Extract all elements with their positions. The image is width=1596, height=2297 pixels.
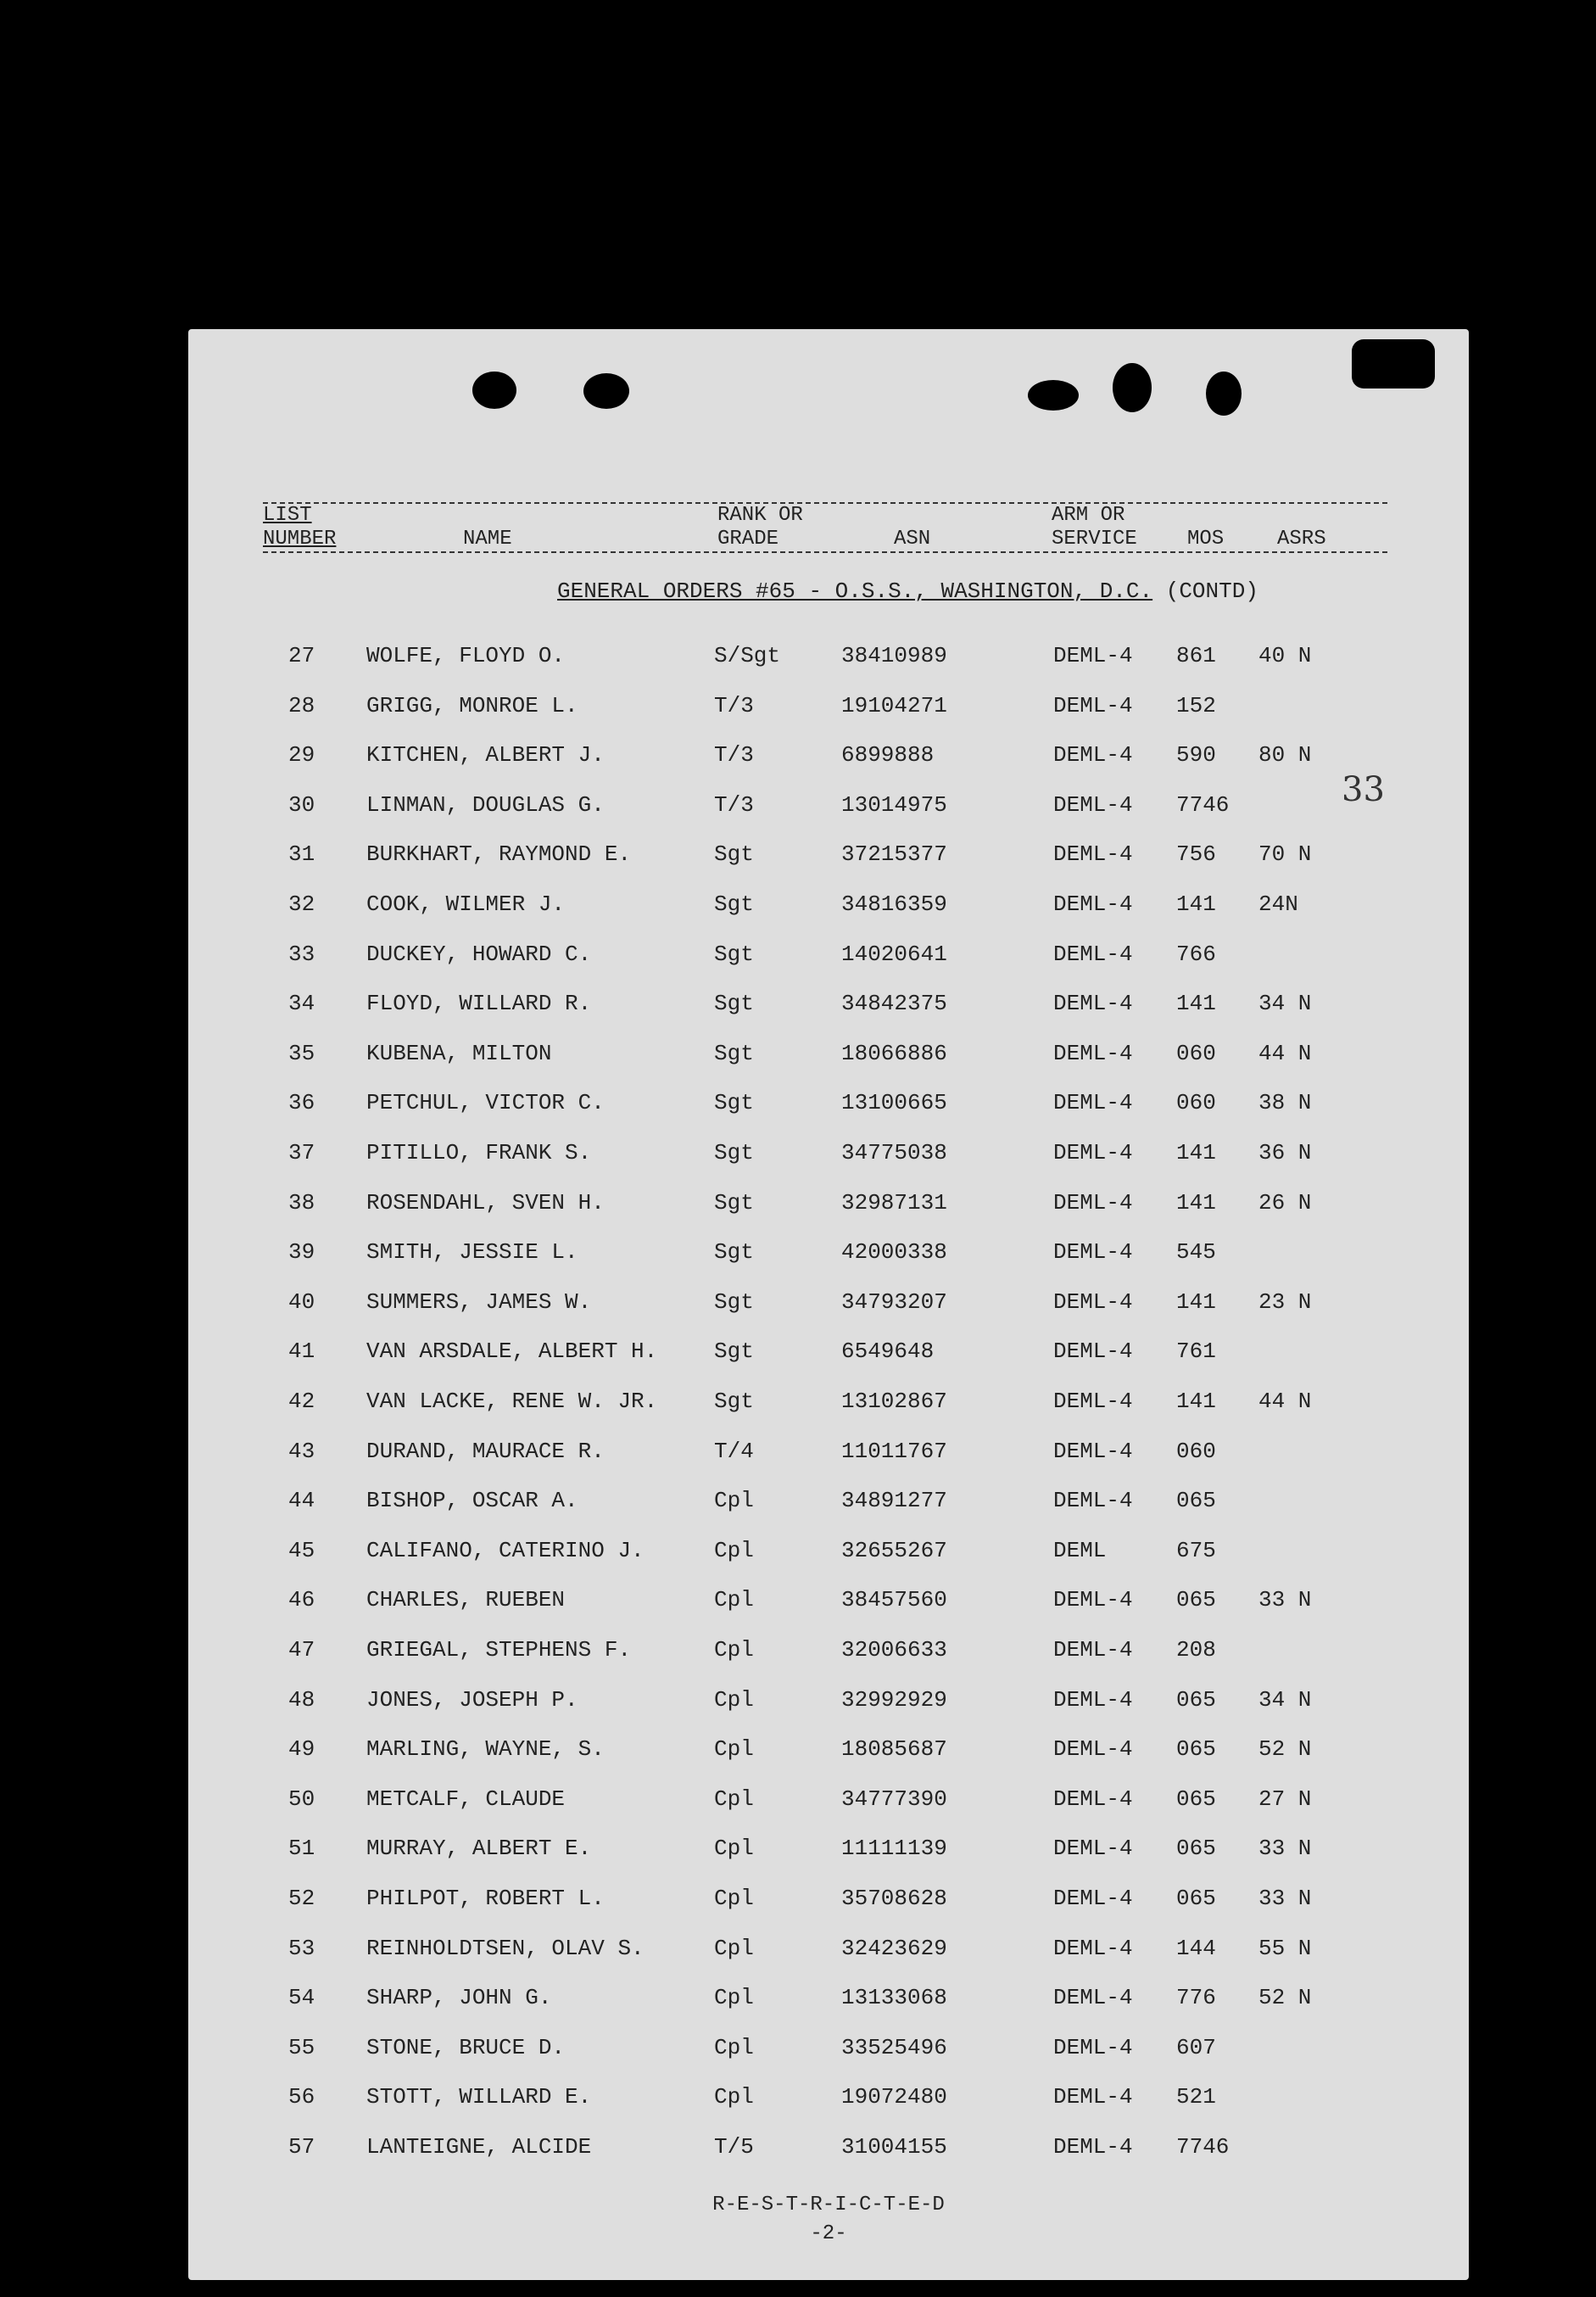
cell-num: 45 [288, 1537, 315, 1563]
punch-hole [1206, 372, 1242, 416]
cell-asrs: 80 N [1258, 742, 1312, 768]
cell-asrs: 33 N [1258, 1836, 1312, 1862]
cell-arm: DEML-4 [1053, 1438, 1133, 1464]
cell-mos: 861 [1176, 643, 1216, 668]
cell-arm: DEML [1053, 1537, 1107, 1563]
cell-asn: 34777390 [841, 1786, 947, 1812]
cell-arm: DEML-4 [1053, 991, 1133, 1017]
header-rank: RANK OR GRADE [717, 504, 803, 550]
cell-asn: 32423629 [841, 1935, 947, 1961]
table-row [188, 742, 1469, 791]
cell-num: 36 [288, 1090, 315, 1116]
cell-asn: 34793207 [841, 1288, 947, 1315]
cell-rank: Cpl [714, 1836, 754, 1862]
cell-rank: Sgt [714, 991, 754, 1017]
table-row [188, 1041, 1469, 1090]
table-row [188, 1985, 1469, 2034]
classification-marking: R-E-S-T-R-I-C-T-E-D [712, 2194, 945, 2216]
punch-hole [1028, 380, 1079, 411]
cell-asn: 32987131 [841, 1189, 947, 1216]
cell-mos: 152 [1176, 692, 1216, 718]
cell-name: KITCHEN, ALBERT J. [366, 742, 605, 768]
cell-asn: 19104271 [841, 692, 947, 718]
table-row [188, 1190, 1469, 1239]
cell-num: 39 [288, 1239, 315, 1266]
cell-rank: Sgt [714, 941, 754, 967]
cell-name: STOTT, WILLARD E. [366, 2084, 592, 2110]
cell-mos: 060 [1176, 1438, 1216, 1464]
cell-rank: Sgt [714, 1140, 754, 1165]
cell-name: METCALF, CLAUDE [366, 1786, 566, 1812]
cell-mos: 756 [1176, 841, 1216, 868]
cell-num: 47 [288, 1637, 315, 1663]
cell-asrs: 44 N [1258, 1040, 1312, 1066]
cell-mos: 208 [1176, 1637, 1216, 1663]
cell-name: LANTEIGNE, ALCIDE [366, 2134, 592, 2160]
cell-arm: DEML-4 [1053, 2084, 1133, 2110]
table-row [188, 942, 1469, 991]
cell-arm: DEML-4 [1053, 692, 1133, 718]
cell-rank: Sgt [714, 891, 754, 917]
cell-rank: Cpl [714, 1786, 754, 1812]
table-row [188, 1140, 1469, 1189]
cell-name: BURKHART, RAYMOND E. [366, 841, 632, 868]
cell-asn: 6549648 [841, 1339, 935, 1365]
cell-asn: 35708628 [841, 1886, 947, 1911]
cell-arm: DEML-4 [1053, 1836, 1133, 1862]
cell-num: 30 [288, 791, 315, 818]
cell-name: SHARP, JOHN G. [366, 1985, 552, 2011]
cell-mos: 065 [1176, 1786, 1216, 1812]
cell-asn: 42000338 [841, 1239, 947, 1266]
table-row [188, 1886, 1469, 1935]
punch-hole [583, 373, 629, 409]
cell-num: 50 [288, 1786, 315, 1812]
cell-asn: 32655267 [841, 1537, 947, 1563]
cell-mos: 065 [1176, 1836, 1216, 1862]
cell-name: MURRAY, ALBERT E. [366, 1836, 592, 1862]
cell-asn: 13102867 [841, 1389, 947, 1414]
cell-arm: DEML-4 [1053, 1339, 1133, 1365]
cell-rank: S/Sgt [714, 643, 781, 668]
cell-asn: 34816359 [841, 891, 947, 917]
cell-num: 55 [288, 2034, 315, 2060]
cell-mos: 607 [1176, 2034, 1216, 2060]
cell-mos: 590 [1176, 742, 1216, 768]
cell-rank: Sgt [714, 1389, 754, 1414]
cell-asrs: 55 N [1258, 1935, 1312, 1961]
cell-asn: 34842375 [841, 991, 947, 1017]
cell-mos: 521 [1176, 2084, 1216, 2110]
cell-asrs: 27 N [1258, 1786, 1312, 1812]
cell-asrs: 34 N [1258, 1686, 1312, 1713]
table-row [188, 1637, 1469, 1686]
cell-arm: DEML-4 [1053, 742, 1133, 768]
cell-rank: Sgt [714, 1339, 754, 1365]
cell-name: PITILLO, FRANK S. [366, 1140, 592, 1165]
cell-name: GRIEGAL, STEPHENS F. [366, 1637, 632, 1663]
cell-num: 32 [288, 891, 315, 917]
table-row [188, 1389, 1469, 1438]
cell-mos: 065 [1176, 1886, 1216, 1911]
cell-mos: 141 [1176, 1389, 1216, 1414]
table-row [188, 2035, 1469, 2084]
cell-name: LINMAN, DOUGLAS G. [366, 791, 605, 818]
cell-rank: Cpl [714, 1637, 754, 1663]
cell-num: 40 [288, 1288, 315, 1315]
cell-num: 27 [288, 643, 315, 668]
cell-rank: Cpl [714, 2084, 754, 2110]
cell-name: DUCKEY, HOWARD C. [366, 941, 592, 967]
table-row [188, 1239, 1469, 1288]
cell-num: 34 [288, 991, 315, 1017]
cell-asn: 13100665 [841, 1090, 947, 1116]
orders-continued: (CONTD) [1152, 578, 1258, 604]
cell-num: 57 [288, 2134, 315, 2160]
table-row [188, 792, 1469, 841]
cell-mos: 065 [1176, 1686, 1216, 1713]
cell-arm: DEML-4 [1053, 1040, 1133, 1066]
cell-num: 29 [288, 742, 315, 768]
document-page [188, 329, 1469, 2280]
cell-arm: DEML-4 [1053, 1239, 1133, 1266]
cell-asn: 34891277 [841, 1488, 947, 1514]
cell-name: KUBENA, MILTON [366, 1040, 552, 1066]
cell-num: 28 [288, 692, 315, 718]
cell-asn: 13133068 [841, 1985, 947, 2011]
cell-name: COOK, WILMER J. [366, 891, 566, 917]
table-row [188, 2134, 1469, 2183]
cell-rank: Cpl [714, 1886, 754, 1911]
table-row [188, 1736, 1469, 1786]
cell-num: 43 [288, 1438, 315, 1464]
orders-title: GENERAL ORDERS #65 - O.S.S., WASHINGTON, D.C. [557, 578, 1153, 604]
cell-mos: 141 [1176, 891, 1216, 917]
cell-name: CALIFANO, CATERINO J. [366, 1537, 645, 1563]
cell-name: VAN LACKE, RENE W. JR. [366, 1389, 658, 1414]
cell-asn: 38410989 [841, 643, 947, 668]
cell-arm: DEML-4 [1053, 1637, 1133, 1663]
cell-asn: 11011767 [841, 1438, 947, 1464]
cell-num: 46 [288, 1587, 315, 1613]
cell-asrs: 52 N [1258, 1736, 1312, 1763]
cell-mos: 065 [1176, 1736, 1216, 1763]
cell-name: REINHOLDTSEN, OLAV S. [366, 1935, 645, 1961]
punch-hole [1113, 363, 1152, 412]
table-row [188, 1836, 1469, 1885]
cell-num: 44 [288, 1488, 315, 1514]
table-row [188, 891, 1469, 941]
cell-rank: Sgt [714, 1288, 754, 1315]
cell-asrs: 44 N [1258, 1389, 1312, 1414]
cell-name: STONE, BRUCE D. [366, 2034, 566, 2060]
cell-num: 41 [288, 1339, 315, 1365]
cell-asn: 18085687 [841, 1736, 947, 1763]
cell-arm: DEML-4 [1053, 841, 1133, 868]
cell-name: GRIGG, MONROE L. [366, 692, 578, 718]
cell-asn: 32992929 [841, 1686, 947, 1713]
cell-num: 51 [288, 1836, 315, 1862]
table-row [188, 1786, 1469, 1836]
cell-mos: 065 [1176, 1587, 1216, 1613]
cell-rank: T/3 [714, 692, 754, 718]
header-asrs: ASRS [1277, 528, 1326, 550]
cell-arm: DEML-4 [1053, 1736, 1133, 1763]
cell-name: BISHOP, OSCAR A. [366, 1488, 578, 1514]
cell-asn: 19072480 [841, 2084, 947, 2110]
table-row [188, 1936, 1469, 1985]
cell-num: 52 [288, 1886, 315, 1911]
orders-subtitle [557, 578, 1258, 604]
cell-asn: 32006633 [841, 1637, 947, 1663]
cell-name: FLOYD, WILLARD R. [366, 991, 592, 1017]
cell-name: DURAND, MAURACE R. [366, 1438, 605, 1464]
cell-rank: Cpl [714, 1488, 754, 1514]
cell-arm: DEML-4 [1053, 1587, 1133, 1613]
cell-num: 31 [288, 841, 315, 868]
table-row [188, 1339, 1469, 1388]
cell-asn: 14020641 [841, 941, 947, 967]
margin-page-number: 33 [1342, 770, 1385, 809]
punch-hole [1352, 339, 1435, 388]
cell-arm: DEML-4 [1053, 941, 1133, 967]
cell-name: ROSENDAHL, SVEN H. [366, 1189, 605, 1216]
cell-name: PETCHUL, VICTOR C. [366, 1090, 605, 1116]
cell-mos: 141 [1176, 991, 1216, 1017]
cell-arm: DEML-4 [1053, 1288, 1133, 1315]
cell-mos: 7746 [1176, 791, 1230, 818]
table-row [188, 2084, 1469, 2133]
cell-name: CHARLES, RUEBEN [366, 1587, 566, 1613]
cell-arm: DEML-4 [1053, 2134, 1133, 2160]
cell-mos: 776 [1176, 1985, 1216, 2011]
table-row [188, 1289, 1469, 1339]
cell-asn: 31004155 [841, 2134, 947, 2160]
cell-arm: DEML-4 [1053, 1090, 1133, 1116]
cell-num: 56 [288, 2084, 315, 2110]
cell-asn: 33525496 [841, 2034, 947, 2060]
cell-arm: DEML-4 [1053, 891, 1133, 917]
cell-mos: 761 [1176, 1339, 1216, 1365]
cell-rank: Cpl [714, 1686, 754, 1713]
table-row [188, 1090, 1469, 1139]
table-row [188, 1687, 1469, 1736]
cell-mos: 7746 [1176, 2134, 1230, 2160]
cell-asrs: 33 N [1258, 1587, 1312, 1613]
cell-name: WOLFE, FLOYD O. [366, 643, 566, 668]
cell-arm: DEML-4 [1053, 1389, 1133, 1414]
cell-asn: 13014975 [841, 791, 947, 818]
cell-rank: Cpl [714, 1935, 754, 1961]
table-row [188, 1587, 1469, 1636]
cell-arm: DEML-4 [1053, 1140, 1133, 1165]
cell-rank: Cpl [714, 1985, 754, 2011]
cell-name: JONES, JOSEPH P. [366, 1686, 578, 1713]
header-name: NAME [463, 528, 512, 550]
cell-num: 37 [288, 1140, 315, 1165]
cell-asn: 38457560 [841, 1587, 947, 1613]
punch-hole [472, 372, 516, 409]
cell-arm: DEML-4 [1053, 1786, 1133, 1812]
cell-name: VAN ARSDALE, ALBERT H. [366, 1339, 658, 1365]
cell-arm: DEML-4 [1053, 1189, 1133, 1216]
cell-num: 42 [288, 1389, 315, 1414]
table-row [188, 693, 1469, 742]
header-bottom-rule [263, 551, 1387, 553]
table-row [188, 1488, 1469, 1537]
header-asn: ASN [894, 528, 931, 550]
cell-num: 48 [288, 1686, 315, 1713]
cell-asn: 6899888 [841, 742, 935, 768]
cell-num: 33 [288, 941, 315, 967]
cell-rank: Cpl [714, 1736, 754, 1763]
cell-mos: 141 [1176, 1288, 1216, 1315]
cell-asrs: 26 N [1258, 1189, 1312, 1216]
page-number: -2- [810, 2222, 847, 2245]
cell-asrs: 40 N [1258, 643, 1312, 668]
cell-num: 49 [288, 1736, 315, 1763]
cell-asrs: 38 N [1258, 1090, 1312, 1116]
cell-rank: Cpl [714, 2034, 754, 2060]
cell-rank: Sgt [714, 1090, 754, 1116]
cell-num: 54 [288, 1985, 315, 2011]
cell-asrs: 70 N [1258, 841, 1312, 868]
cell-arm: DEML-4 [1053, 1686, 1133, 1713]
cell-mos: 060 [1176, 1040, 1216, 1066]
cell-num: 38 [288, 1189, 315, 1216]
cell-rank: Sgt [714, 1239, 754, 1266]
cell-asrs: 33 N [1258, 1886, 1312, 1911]
cell-rank: T/3 [714, 742, 754, 768]
cell-asrs: 36 N [1258, 1140, 1312, 1165]
cell-mos: 141 [1176, 1140, 1216, 1165]
cell-arm: DEML-4 [1053, 1886, 1133, 1911]
table-row [188, 1439, 1469, 1488]
cell-mos: 060 [1176, 1090, 1216, 1116]
cell-asrs: 34 N [1258, 991, 1312, 1017]
table-row [188, 991, 1469, 1040]
table-row [188, 643, 1469, 692]
cell-arm: DEML-4 [1053, 2034, 1133, 2060]
cell-num: 35 [288, 1040, 315, 1066]
cell-rank: Sgt [714, 841, 754, 868]
cell-rank: Cpl [714, 1587, 754, 1613]
cell-name: PHILPOT, ROBERT L. [366, 1886, 605, 1911]
cell-asn: 11111139 [841, 1836, 947, 1862]
cell-mos: 766 [1176, 941, 1216, 967]
cell-mos: 141 [1176, 1189, 1216, 1216]
cell-asn: 34775038 [841, 1140, 947, 1165]
cell-asn: 37215377 [841, 841, 947, 868]
cell-rank: Cpl [714, 1537, 754, 1563]
cell-arm: DEML-4 [1053, 1488, 1133, 1514]
table-row [188, 841, 1469, 891]
cell-asrs: 52 N [1258, 1985, 1312, 2011]
cell-name: SUMMERS, JAMES W. [366, 1288, 592, 1315]
cell-name: SMITH, JESSIE L. [366, 1239, 578, 1266]
header-arm: ARM OR SERVICE [1052, 504, 1137, 550]
cell-arm: DEML-4 [1053, 791, 1133, 818]
cell-rank: T/4 [714, 1438, 754, 1464]
cell-rank: Sgt [714, 1040, 754, 1066]
cell-asrs: 24N [1258, 891, 1298, 917]
cell-rank: T/5 [714, 2134, 754, 2160]
cell-rank: T/3 [714, 791, 754, 818]
cell-mos: 144 [1176, 1935, 1216, 1961]
cell-mos: 065 [1176, 1488, 1216, 1514]
cell-name: MARLING, WAYNE, S. [366, 1736, 605, 1763]
cell-rank: Sgt [714, 1189, 754, 1216]
cell-num: 53 [288, 1935, 315, 1961]
cell-arm: DEML-4 [1053, 1935, 1133, 1961]
cell-mos: 545 [1176, 1239, 1216, 1266]
table-row [188, 1538, 1469, 1587]
header-list-number: LIST NUMBER [263, 504, 337, 550]
cell-arm: DEML-4 [1053, 643, 1133, 668]
cell-asn: 18066886 [841, 1040, 947, 1066]
header-mos: MOS [1187, 528, 1225, 550]
table-header [263, 504, 1387, 558]
cell-arm: DEML-4 [1053, 1985, 1133, 2011]
cell-asrs: 23 N [1258, 1288, 1312, 1315]
cell-mos: 675 [1176, 1537, 1216, 1563]
